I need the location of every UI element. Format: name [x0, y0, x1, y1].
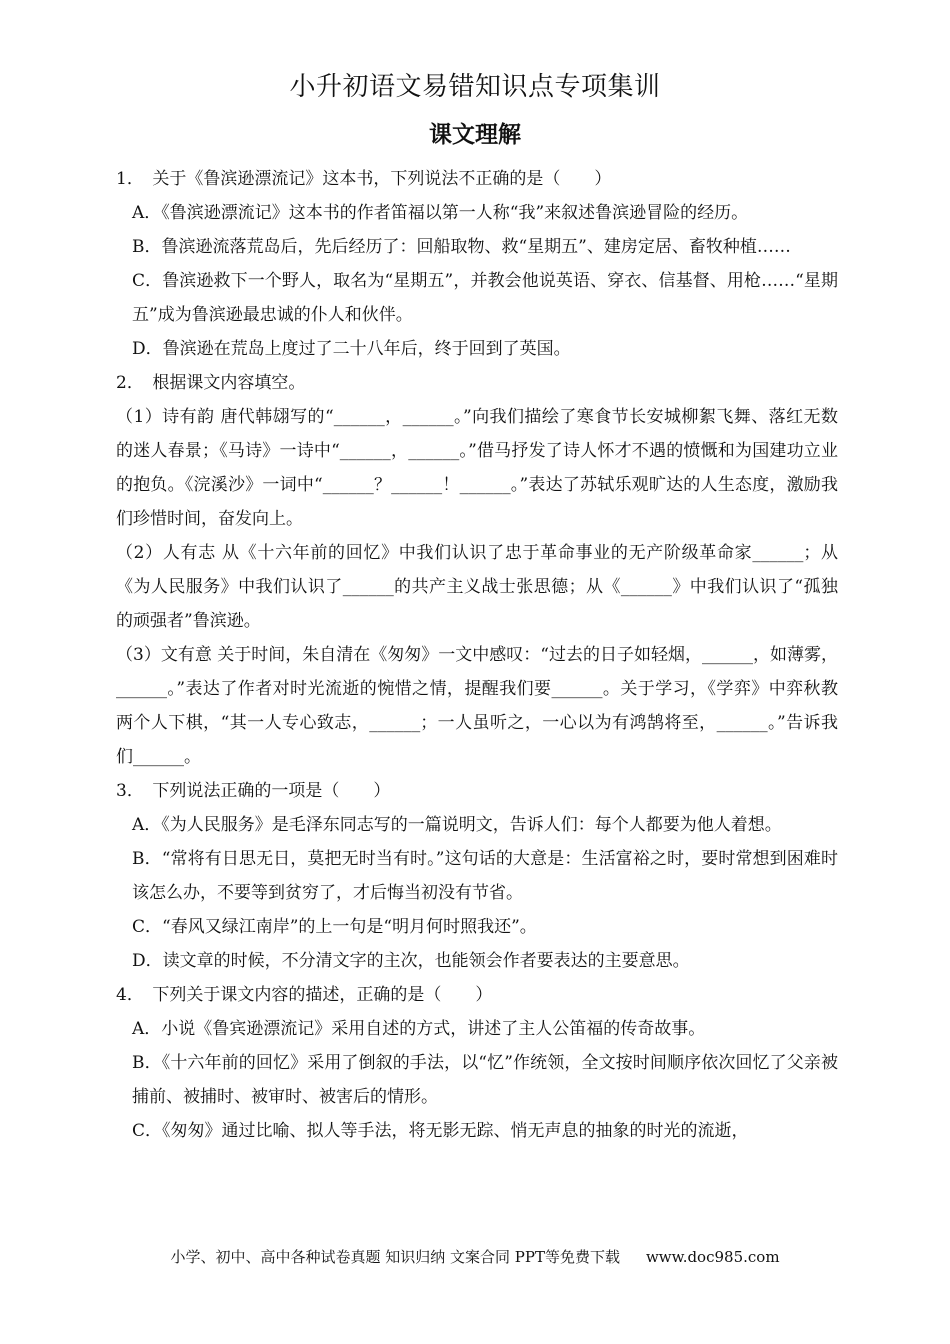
section-title: 课文理解	[429, 122, 521, 148]
question-2-part-1: （1）诗有韵 唐代韩翃写的“______，______。”向我们描绘了寒食节长安城柳絮飞舞、落红无数的迷人春景；《马诗》一诗中“______，______。”借马抒发了诗人怀才不遇的愤慨和为国建功立业的抱负。《浣溪沙》一词中“______？______！______。”表达了苏轼乐观旷达的人生态度，激励我们珍惜时间，奋发向上。	[116, 407, 838, 529]
question-1-option-b: B．鲁滨逊流落荒岛后，先后经历了：回船取物、救“星期五”、建房定居、畜牧种植……	[132, 237, 791, 257]
question-2-stem: 2． 根据课文内容填空。	[116, 373, 306, 393]
question-4-option-c: C．《匆匆》通过比喻、拟人等手法，将无影无踪、悄无声息的抽象的时光的流逝，	[132, 1121, 749, 1141]
page-footer	[0, 1246, 950, 1267]
question-4-stem: 4． 下列关于课文内容的描述，正确的是（ ）	[116, 985, 493, 1005]
question-3-stem: 3． 下列说法正确的一项是（ ）	[116, 781, 391, 801]
footer-text: 小学、初中、高中各种试卷真题 知识归纳 文案合同 PPT等免费下载	[170, 1248, 620, 1266]
question-3-option-b: B．“常将有日思无日，莫把无时当有时。”这句话的大意是：生活富裕之时，要时常想到困难时该怎么办，不要等到贫穷了，才后悔当初没有节省。	[132, 849, 838, 903]
question-3-option-d: D．读文章的时候，不分清文字的主次，也能领会作者要表达的主要意思。	[132, 951, 690, 971]
question-4-option-b: B．《十六年前的回忆》采用了倒叙的手法，以“忆”作统领，全文按时间顺序依次回忆了父亲被捕前、被捕时、被审时、被害后的情形。	[132, 1053, 838, 1107]
question-1-option-c: C．鲁滨逊救下一个野人，取名为“星期五”，并教会他说英语、穿衣、信基督、用枪……“星期五”成为鲁滨逊最忠诚的仆人和伙伴。	[132, 271, 838, 325]
question-2-part-3: （3）文有意 关于时间，朱自清在《匆匆》一文中感叹：“过去的日子如轻烟，______，如薄雾，______。”表达了作者对时光流逝的惋惜之情，提醒我们要______。关于学习，《学弈》中弈秋教两个人下棋，“其一人专心致志，______；一人虽听之，一心以为有鸿鹄将至，______。”告诉我们______。	[116, 645, 838, 767]
question-2-part-2: （2）人有志 从《十六年前的回忆》中我们认识了忠于革命事业的无产阶级革命家______；从《为人民服务》中我们认识了______的共产主义战士张思德；从《______》中我们认识了“孤独的顽强者”鲁滨逊。	[116, 543, 838, 631]
question-1-option-d: D．鲁滨逊在荒岛上度过了二十八年后，终于回到了英国。	[132, 339, 571, 359]
question-list	[116, 162, 838, 1148]
footer-url[interactable]: www.doc985.com	[645, 1248, 780, 1266]
page-title: 小升初语文易错知识点专项集训	[289, 72, 661, 102]
question-1-option-a: A．《鲁滨逊漂流记》这本书的作者笛福以第一人称“我”来叙述鲁滨逊冒险的经历。	[132, 203, 749, 223]
question-1-stem: 1． 关于《鲁滨逊漂流记》这本书，下列说法不正确的是（ ）	[116, 169, 612, 189]
question-3-option-c: C．“春风又绿江南岸”的上一句是“明月何时照我还”。	[132, 917, 537, 937]
question-4-option-a: A．小说《鲁宾逊漂流记》采用自述的方式，讲述了主人公笛福的传奇故事。	[132, 1019, 706, 1039]
question-3-option-a: A．《为人民服务》是毛泽东同志写的一篇说明文，告诉人们：每个人都要为他人着想。	[132, 815, 782, 835]
